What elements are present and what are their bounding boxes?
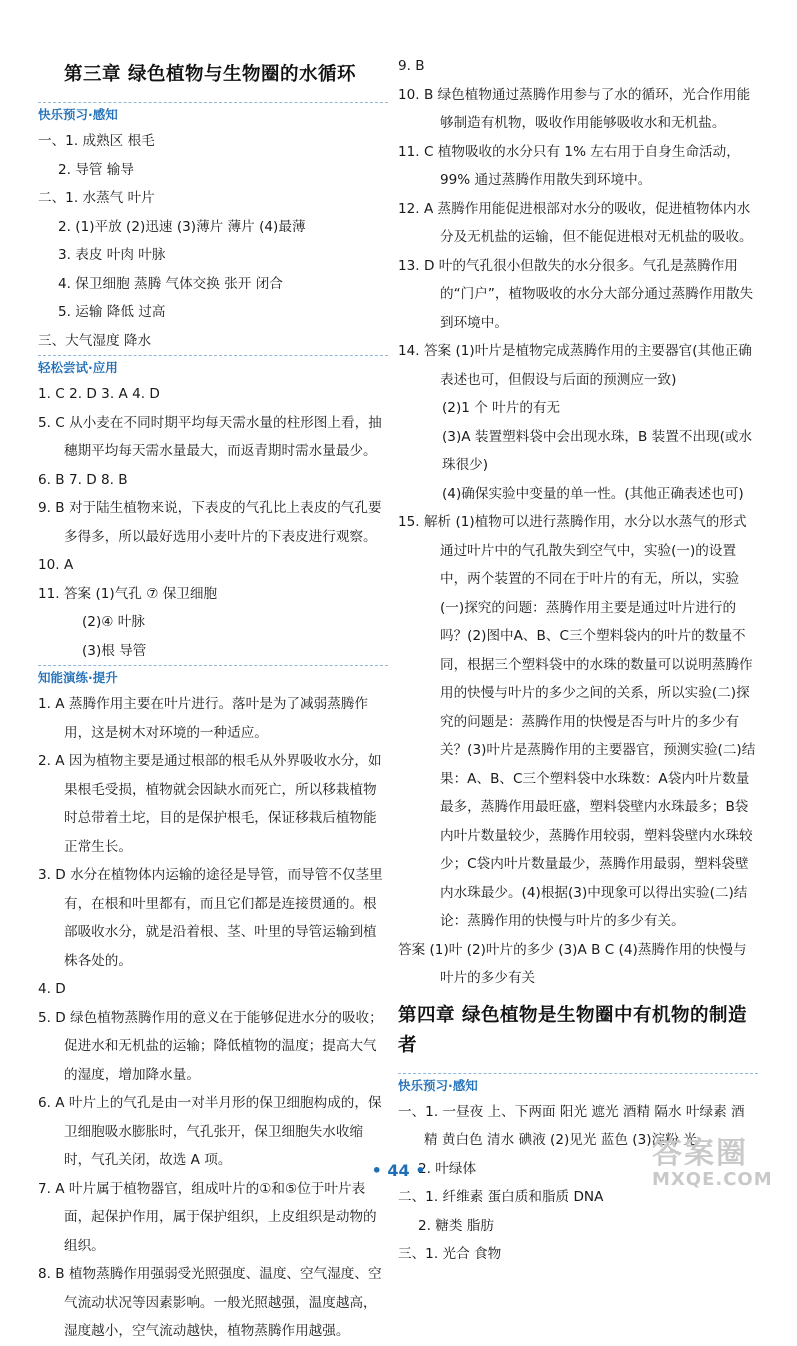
chapter-title: 第四章 绿色植物是生物圈中有机物的制造者 xyxy=(398,1004,747,1056)
answer-item: 7. A 叶片属于植物器官，组成叶片的①和⑤位于叶片表面，起保护作用，属于保护组织，上皮组织是动物的组织。 xyxy=(38,1180,377,1254)
section-heading: 快乐预习·感知 xyxy=(38,102,388,127)
right-column xyxy=(398,52,758,1269)
answer-item: 11. C 植物吸收的水分只有 1% 左右用于自身生命活动，99% 通过蒸腾作用散失到环境中。 xyxy=(398,143,740,188)
page-number: • 44 • xyxy=(371,1161,426,1180)
answer-item: 15. 解析 (1)植物可以进行蒸腾作用，水分以水蒸气的形式通过叶片中的气孔散失到空气中，实验(一)的设置中，两个装置的不同在于叶片的有无，所以，实验(一)探究的问题：蒸腾作用主要是通过叶片进行的吗？(2)图中A、B、C三个塑料袋内的叶片的数量不同，根据三个塑料袋中的水珠的数量可以说明蒸腾作用的快慢与叶片的多少之间的关系，所以实验(二)探究的问题是：蒸腾作用的快慢是否与叶片的多少有关？(3)叶片是蒸腾作用的主要器官，预测实验(二)结果：A、B、C三个塑料袋中水珠数：A袋内叶片数量最多，蒸腾作用最旺盛，塑料袋壁内水珠最多；B袋内叶片数量较少，蒸腾作用较弱，塑料袋壁内水珠较少；C袋内叶片数量最少，蒸腾作用最弱，塑料袋壁内水珠最少。(4)根据(3)中现象可以得出实验(二)结论：蒸腾作用的快慢与叶片的多少有关。 xyxy=(398,514,756,929)
answer-item: 一、1. 一昼夜 上、下两面 阳光 遮光 酒精 隔水 叶绿素 酒精 黄白色 清水 碘液 (2)见光 蓝色 (3)淀粉 光 xyxy=(398,1103,745,1148)
watermark-logo xyxy=(652,1138,782,1194)
answer-line: 6. B 7. D 8. B xyxy=(38,471,128,488)
answer-item: 8. B 植物蒸腾作用强弱受光照强度、温度、空气湿度、空气流动状况等因素影响。一般光照越强，温度越高，湿度越小，空气流动越快，植物蒸腾作用越强。 xyxy=(38,1266,382,1339)
answer-line: 三、1. 光合 食物 xyxy=(398,1246,502,1262)
answer-line: 5. 运输 降低 过高 xyxy=(58,304,166,320)
answer-line: 4. 保卫细胞 蒸腾 气体交换 张开 闭合 xyxy=(58,275,283,292)
answer-line: 2. 糖类 脂肪 xyxy=(418,1217,494,1234)
answer-line: (4)确保实验中变量的单一性。(其他正确表述也可) xyxy=(442,485,744,502)
answer-line: (2)1 个 叶片的有无 xyxy=(442,400,561,416)
answer-line: 9. B xyxy=(398,58,425,74)
answer-line: (3)A 装置塑料袋中会出现水珠，B 装置不出现(或水珠很少) xyxy=(442,428,753,473)
answer-line: 10. A xyxy=(38,557,74,573)
answer-item: 14. 答案 (1)叶片是植物完成蒸腾作用的主要器官(其他正确表述也可，但假设与后面的预测应一致) xyxy=(398,343,752,388)
answer-line: (2)④ 叶脉 xyxy=(82,614,145,630)
left-column xyxy=(38,52,388,1346)
answer-line: 2. 叶绿体 xyxy=(418,1160,477,1177)
answer-item: 6. A 叶片上的气孔是由一对半月形的保卫细胞构成的，保卫细胞吸水膨胀时，气孔张开，保卫细胞失水收缩时，气孔关闭，故选 A 项。 xyxy=(38,1095,382,1168)
answer-item: 9. B 对于陆生植物来说，下表皮的气孔比上表皮的气孔要多得多，所以最好选用小麦叶片的下表皮进行观察。 xyxy=(38,500,382,545)
answer-line: (3)根 导管 xyxy=(82,642,147,659)
section-heading: 轻松尝试·应用 xyxy=(38,355,388,380)
answer-line: 2. 导管 输导 xyxy=(58,161,134,178)
answer-item: 5. D 绿色植物蒸腾作用的意义在于能够促进水分的吸收；促进水和无机盐的运输；降低植物的温度；提高大气的湿度，增加降水量。 xyxy=(38,1009,383,1083)
section-heading: 快乐预习·感知 xyxy=(398,1073,758,1098)
answer-item: 13. D 叶的气孔很小但散失的水分很多。气孔是蒸腾作用的“门户”，植物吸收的水分大部分通过蒸腾作用散失到环境中。 xyxy=(398,257,754,331)
watermark-url: MXQE.COM xyxy=(652,1169,773,1190)
chapter-title: 第三章 绿色植物与生物圈的水循环 xyxy=(64,64,356,85)
answer-line: 11. 答案 (1)气孔 ⑦ 保卫细胞 xyxy=(38,585,218,602)
answer-line: 二、1. 纤维素 蛋白质和脂质 DNA xyxy=(398,1189,604,1205)
answer-line: 3. 表皮 叶肉 叶脉 xyxy=(58,247,166,263)
answer-line: 一、1. 成熟区 根毛 xyxy=(38,133,155,149)
answer-item: 答案 (1)叶 (2)叶片的多少 (3)A B C (4)蒸腾作用的快慢与叶片的多少有关 xyxy=(398,941,747,986)
answer-line: 2. (1)平放 (2)迅速 (3)薄片 薄片 (4)最薄 xyxy=(58,218,306,235)
answer-item: 1. A 蒸腾作用主要在叶片进行。落叶是为了减弱蒸腾作用，这是树木对环境的一种适应。 xyxy=(38,696,368,741)
answer-line: 三、大气湿度 降水 xyxy=(38,332,152,349)
answer-item: 2. A 因为植物主要是通过根部的根毛从外界吸收水分，如果根毛受损，植物就会因缺水而死亡，所以移栽植物时总带着土坨，目的是保护根毛，保证移栽后植物能正常生长。 xyxy=(38,753,382,855)
section-heading: 知能演练·提升 xyxy=(38,665,388,690)
answer-line: 二、1. 水蒸气 叶片 xyxy=(38,190,155,206)
answer-item: 5. C 从小麦在不同时期平均每天需水量的柱形图上看，抽穗期平均每天需水量最大，而返青期时需水量最少。 xyxy=(38,414,382,459)
answer-item: 12. A 蒸腾作用能促进根部对水分的吸收，促进植物体内水分及无机盐的运输，但不能促进根对无机盐的吸收。 xyxy=(398,200,753,245)
answer-line: 4. D xyxy=(38,981,66,997)
watermark-text: 答案圈 xyxy=(652,1136,748,1171)
answer-item: 10. B 绿色植物通过蒸腾作用参与了水的循环，光合作用能够制造有机物，吸收作用能够吸收水和无机盐。 xyxy=(398,86,751,131)
answer-item: 3. D 水分在植物体内运输的途径是导管，而导管不仅茎里有，在根和叶里都有，而且它们都是连接贯通的。根部吸收水分，就是沿着根、茎、叶里的导管运输到植株各处的。 xyxy=(38,867,383,969)
answer-line: 1. C 2. D 3. A 4. D xyxy=(38,386,160,402)
